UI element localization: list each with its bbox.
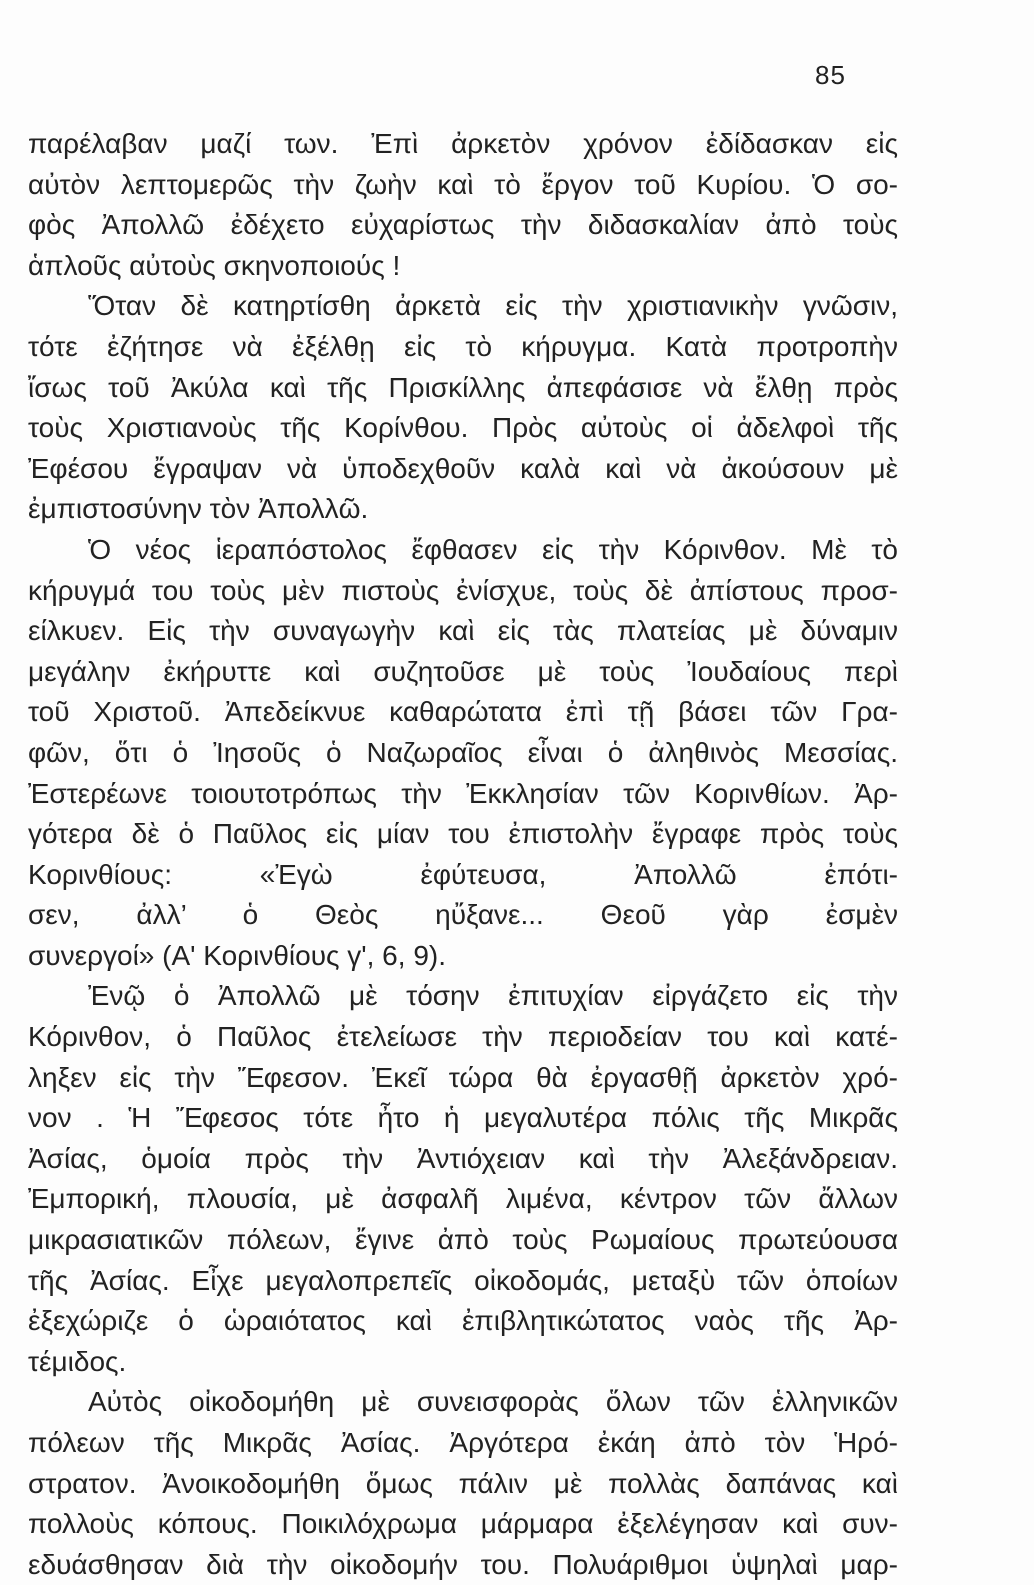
text-line: Ὁ νέος ἱεραπόστολος ἔφθασεν εἰς τὴν Κόρινθον. Μὲ τὸ: [88, 533, 898, 565]
text-line: τοῦ Χριστοῦ. Ἀπεδείκνυε καθαρώτατα ἐπὶ τῇ βάσει τῶν Γρα-: [28, 696, 898, 728]
text-line: μεγάλην ἐκήρυττε καὶ συζητοῦσε μὲ τοὺς Ἰουδαίους περὶ: [28, 655, 898, 687]
text-line: αὐτὸν λεπτομερῶς τὴν ζωὴν καὶ τὸ ἔργον τοῦ Κυρίου. Ὁ σο-: [28, 168, 898, 200]
text-line: συνεργοί» (Α' Κορινθίους γ', 6, 9).: [28, 939, 446, 971]
text-line: τῆς Ἀσίας. Εἶχε μεγαλοπρεπεῖς οἰκοδομάς, μεταξὺ τῶν ὁποίων: [28, 1264, 898, 1296]
text-line: Ἐνῷ ὁ Ἀπολλῶ μὲ τόσην ἐπιτυχίαν εἰργάζετο εἰς τὴν: [88, 980, 898, 1012]
text-line: γότερα δὲ ὁ Παῦλος εἰς μίαν του ἐπιστολὴν ἔγραφε πρὸς τοὺς: [28, 818, 898, 850]
page-number: 85: [815, 60, 846, 90]
text-line: νον . Ἡ Ἔφεσος τότε ἦτο ἡ μεγαλυτέρα πόλις τῆς Μικρᾶς: [28, 1102, 898, 1134]
text-line: παρέλαβαν μαζί των. Ἐπὶ ἀρκετὸν χρόνον ἐδίδασκαν εἰς: [28, 128, 898, 159]
text-line: φῶν, ὅτι ὁ Ἰησοῦς ὁ Ναζωραῖος εἶναι ὁ ἀληθινὸς Μεσσίας.: [28, 736, 898, 768]
text-line: είλκυεν. Εἰς τὴν συναγωγὴν καὶ εἰς τὰς πλατείας μὲ δύναμιν: [28, 615, 898, 647]
text-line: Ὅταν δὲ κατηρτίσθη ἀρκετὰ εἰς τὴν χριστιανικὴν γνῶσιν,: [88, 290, 898, 322]
text-line: Ἀσίας, ὁμοία πρὸς τὴν Ἀντιόχειαν καὶ τὴν Ἀλεξάνδρειαν.: [28, 1142, 898, 1174]
text-line: τότε ἐζήτησε νὰ ἐξέλθῃ εἰς τὸ κήρυγμα. Κατὰ προτροπὴν: [28, 330, 898, 362]
text-line: τοὺς Χριστιανοὺς τῆς Κορίνθου. Πρὸς αὐτοὺς οἱ ἀδελφοὶ τῆς: [28, 412, 898, 444]
text-line: Αὐτὸς οἰκοδομήθη μὲ συνεισφορὰς ὅλων τῶν ἑλληνικῶν: [88, 1386, 898, 1418]
text-line: φὸς Ἀπολλῶ ἐδέχετο εὐχαρίστως τὴν διδασκαλίαν ἀπὸ τοὺς: [28, 209, 898, 241]
text-line: κήρυγμά του τοὺς μὲν πιστοὺς ἐνίσχυε, τοὺς δὲ ἀπίστους προσ-: [28, 574, 898, 606]
body-text: [28, 124, 898, 1585]
text-line: μικρασιατικῶν πόλεων, ἔγινε ἀπὸ τοὺς Ρωμαίους πρωτεύουσα: [28, 1224, 898, 1256]
text-line: ἐμπιστοσύνην τὸν Ἀπολλῶ.: [28, 493, 369, 525]
text-line: ἴσως τοῦ Ἀκύλα καὶ τῆς Πρισκίλλης ἀπεφάσισε νὰ ἔλθῃ πρὸς: [28, 371, 898, 403]
text-line: Ἐφέσου ἔγραψαν νὰ ὑποδεχθοῦν καλὰ καὶ νὰ ἀκούσουν μὲ: [28, 452, 898, 484]
text-line: σεν, ἀλλ’ ὁ Θεὸς ηὔξανε... Θεοῦ γὰρ ἐσμὲν: [28, 899, 898, 931]
text-line: ληξεν εἰς τὴν Ἔφεσον. Ἐκεῖ τώρα θὰ ἐργασθῇ ἀρκετὸν χρό-: [28, 1061, 898, 1093]
text-line: στρατον. Ἀνοικοδομήθη ὅμως πάλιν μὲ πολλὰς δαπάνας καὶ: [28, 1467, 898, 1499]
text-line: Ἐστερέωνε τοιουτοτρόπως τὴν Ἐκκλησίαν τῶν Κορινθίων. Ἀρ-: [28, 777, 898, 809]
text-line: πολλοὺς κόπους. Ποικιλόχρωμα μάρμαρα ἐξελέγησαν καὶ συν-: [28, 1508, 898, 1540]
text-line: Κορινθίους: «Ἐγὼ ἐφύτευσα, Ἀπολλῶ ἐπότι-: [28, 858, 898, 890]
text-line: ἐξεχώριζε ὁ ὡραιότατος καὶ ἐπιβλητικώτατος ναὸς τῆς Ἀρ-: [28, 1305, 898, 1337]
text-line: πόλεων τῆς Μικρᾶς Ἀσίας. Ἀργότερα ἐκάη ἀπὸ τὸν Ἡρό-: [28, 1427, 898, 1458]
text-line: Ἐμπορική, πλουσία, μὲ ἀσφαλῆ λιμένα, κέντρον τῶν ἄλλων: [28, 1183, 898, 1215]
text-line: τέμιδος.: [28, 1345, 127, 1377]
text-line: εδυάσθησαν διὰ τὴν οἰκοδομήν του. Πολυάριθμοι ὑψηλαὶ μαρ-: [28, 1548, 898, 1580]
text-line: ἁπλοῦς αὐτοὺς σκηνοποιούς !: [28, 249, 401, 281]
text-line: Κόρινθον, ὁ Παῦλος ἐτελείωσε τὴν περιοδείαν του καὶ κατέ-: [28, 1021, 898, 1053]
